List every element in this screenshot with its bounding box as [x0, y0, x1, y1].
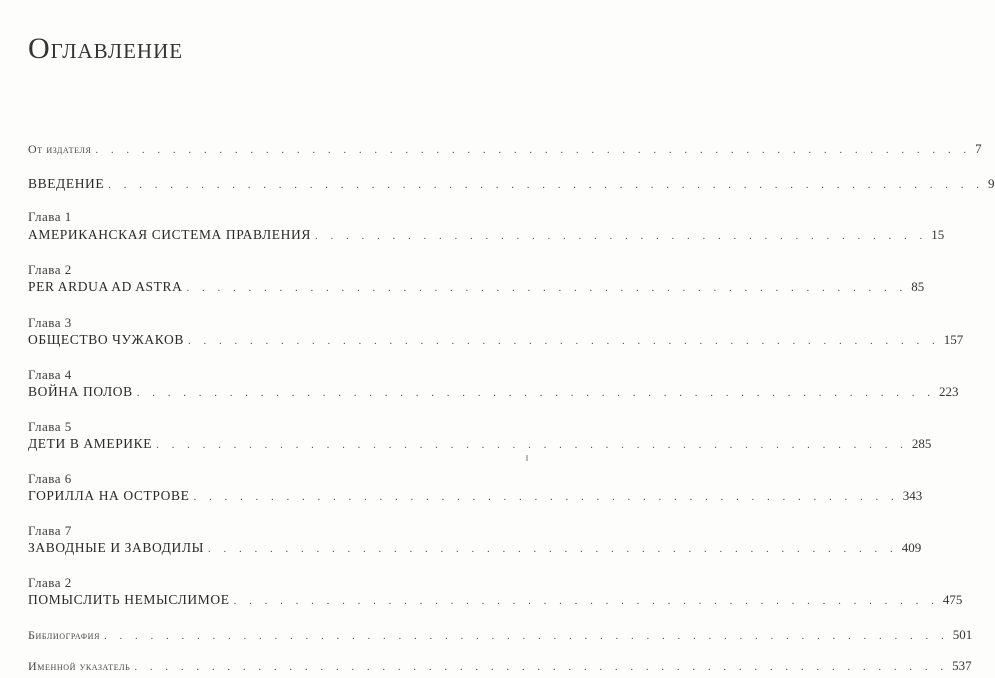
toc-entry-chapter-5[interactable] — [28, 436, 932, 451]
page-title: Оглавление — [28, 32, 184, 65]
toc-page-number: 223 — [938, 384, 959, 399]
chapter-number: Глава 7 — [28, 523, 72, 538]
chapter-number: Глава 1 — [28, 209, 72, 224]
toc-entry-label: ГОРИЛЛА НА ОСТРОВЕ — [28, 488, 190, 503]
toc-entry-chapter-2[interactable] — [28, 279, 925, 294]
leader-dots: . . . . . . . . . . . . . . . . . . . . . . . . . . . . . . . . . . . . . . . . . . . . . . . . . — [187, 335, 940, 347]
toc-entry-label: PER ARDUA AD ASTRA — [28, 279, 183, 294]
toc-entry-chapter-3[interactable] — [28, 332, 964, 347]
toc-entry-chapter-6[interactable] — [28, 488, 923, 503]
toc-entry-label: ПОМЫСЛИТЬ НЕМЫСЛИМОЕ — [28, 592, 230, 607]
toc-page-number: 157 — [943, 332, 964, 347]
toc-page-number: 501 — [952, 627, 973, 642]
leader-dots: . . . . . . . . . . . . . . . . . . . . . . . . . . . . . . . . . . . . . . . . . . . . . — [207, 543, 898, 555]
toc-entry-name-index[interactable] — [28, 658, 972, 673]
leader-dots: . . . . . . . . . . . . . . . . . . . . . . . . . . . . . . . . . . . . . . . . . . . . . . . . . . . . . . . . . — [108, 179, 985, 191]
chapter-number: Глава 2 — [28, 262, 72, 277]
leader-dots: . . . . . . . . . . . . . . . . . . . . . . . . . . . . . . . . . . . . . . . . . . . . . . . . . — [156, 439, 908, 451]
leader-dots: . . . . . . . . . . . . . . . . . . . . . . . . . . . . . . . . . . . . . . . . . . . . . . . . . . . . . . . . . — [95, 144, 972, 156]
toc-entry-label: От издателя — [28, 142, 92, 156]
leader-dots: . . . . . . . . . . . . . . . . . . . . . . . . . . . . . . . . . . . . . . . . . . . . . . . . . . . . . — [134, 661, 949, 673]
toc-entry-bibliography[interactable] — [28, 627, 973, 642]
toc-entry-introduction[interactable] — [28, 176, 995, 191]
toc-entry-chapter-7[interactable] — [28, 540, 922, 555]
toc-entry-chapter-8[interactable] — [28, 592, 963, 607]
toc-page-number: 15 — [931, 227, 945, 242]
leader-dots: . . . . . . . . . . . . . . . . . . . . . . . . . . . . . . . . . . . . . . . . . . . . . . . — [186, 282, 908, 294]
leader-dots: . . . . . . . . . . . . . . . . . . . . . . . . . . . . . . . . . . . . . . . . . . . . . . — [233, 595, 939, 607]
page-edge-mark — [526, 455, 528, 461]
leader-dots: . . . . . . . . . . . . . . . . . . . . . . . . . . . . . . . . . . . . . . . . — [314, 230, 928, 242]
chapter-number: Глава 2 — [28, 575, 72, 590]
toc-entry-chapter-1[interactable] — [28, 227, 945, 242]
toc-entry-publisher[interactable] — [28, 141, 982, 156]
toc-page-number: 475 — [942, 592, 963, 607]
toc-page-number: 537 — [952, 658, 972, 673]
toc-page-number: 343 — [902, 488, 923, 503]
chapter-number: Глава 5 — [28, 419, 72, 434]
chapter-number: Глава 6 — [28, 471, 72, 486]
toc-entry-label: ВВЕДЕНИЕ — [28, 176, 105, 191]
toc-entry-label: ДЕТИ В АМЕРИКЕ — [28, 436, 153, 451]
toc-entry-label: АМЕРИКАНСКАЯ СИСТЕМА ПРАВЛЕНИЯ — [28, 227, 311, 242]
leader-dots: . . . . . . . . . . . . . . . . . . . . . . . . . . . . . . . . . . . . . . . . . . . . . . . . . . . . . . . — [104, 630, 949, 642]
leader-dots: . . . . . . . . . . . . . . . . . . . . . . . . . . . . . . . . . . . . . . . . . . . . . . — [193, 491, 899, 503]
toc-entry-label: Библиография — [28, 628, 101, 642]
toc-page-number: 85 — [911, 279, 925, 294]
toc-page-number: 7 — [975, 141, 982, 156]
toc-entry-label: ВОЙНА ПОЛОВ — [28, 384, 133, 399]
toc-entry-label: ЗАВОДНЫЕ И ЗАВОДИЛЫ — [28, 540, 204, 555]
toc-entry-label: ОБЩЕСТВО ЧУЖАКОВ — [28, 332, 184, 347]
toc-entry-chapter-4[interactable] — [28, 384, 959, 399]
chapter-number: Глава 3 — [28, 315, 72, 330]
toc-entry-label: Именной указатель — [28, 659, 131, 673]
toc-page-number: 9 — [988, 176, 995, 191]
toc-page-number: 285 — [911, 436, 932, 451]
toc-page-number: 409 — [901, 540, 922, 555]
chapter-number: Глава 4 — [28, 367, 72, 382]
leader-dots: . . . . . . . . . . . . . . . . . . . . . . . . . . . . . . . . . . . . . . . . . . . . . . . . . . . . — [136, 387, 935, 399]
